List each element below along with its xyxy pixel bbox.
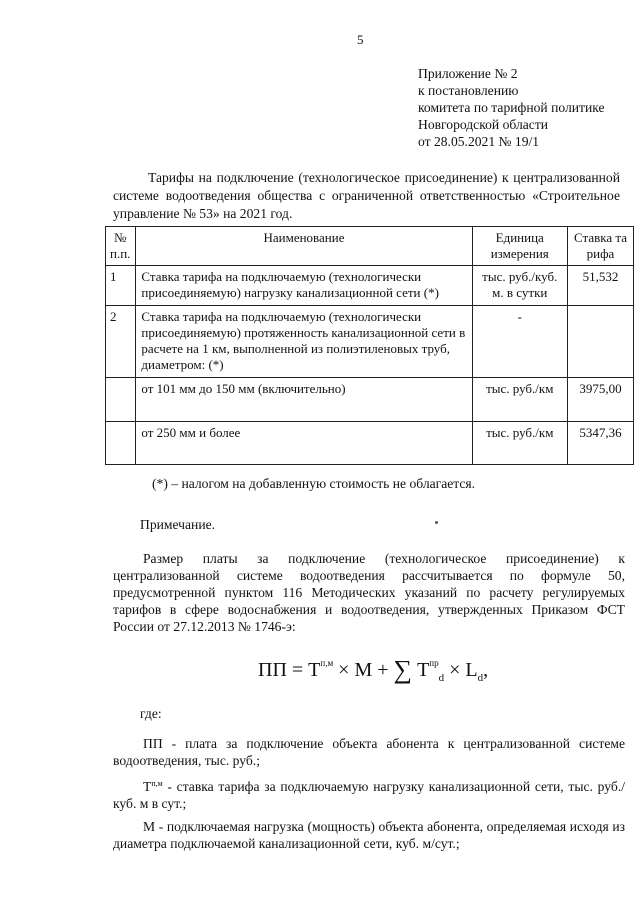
formula-lhs: ПП (258, 659, 287, 681)
definition-t-symbol: T (143, 779, 152, 794)
cell-unit: тыс. руб./км (472, 378, 567, 422)
formula-t2 (417, 658, 444, 684)
header-name: Наименование (136, 227, 472, 266)
cell-num: 2 (106, 306, 136, 378)
page-number: 5 (357, 32, 364, 47)
document-title: Тарифы на подключение (технологическое присоединение) к централизованной системе водоотведения общества с ограниченной ответственностью «Строительное управление № 53» на 2021 год. (113, 170, 620, 221)
table-row (106, 266, 634, 306)
formula-m: M (354, 659, 373, 681)
formula-t1-sup: п,м (320, 658, 334, 668)
cell-num (106, 378, 136, 422)
formula-l-sub: d (477, 672, 484, 684)
tariff-table (105, 226, 634, 465)
header-num: № п.п. (106, 227, 136, 266)
cell-name: Ставка тарифа на подключаемую (технологически присоединяемую) протяженность канализационной сети в расчете на 1 км, выполненной из полиэтиленовых труб, диаметром: (*) (136, 306, 472, 378)
formula-plus: + (377, 659, 394, 681)
cell-rate (567, 306, 633, 378)
definition-t (113, 775, 625, 812)
formula-comma: , (483, 659, 489, 681)
cell-unit: тыс. руб./км (472, 422, 567, 465)
formula-times-icon: × (338, 659, 355, 681)
table-header-row (106, 227, 634, 266)
fee-formula (258, 655, 488, 685)
header-rate: Ставка тарифа (567, 227, 633, 266)
cell-rate: 5347,36 (567, 422, 633, 465)
definition-t-text: - ставка тарифа за подключаемую нагрузку канализационной сети, тыс. руб./куб. м в сут.; (113, 779, 625, 811)
formula-times-icon: × (449, 659, 466, 681)
table-row (106, 306, 634, 378)
note-paragraph: Размер платы за подключение (технологическое присоединение) к централизованной системе водоотведения рассчитывается по формуле 50, предусмотренной пунктом 116 Методических указаний по расчету регулируемых тарифов в сфере водоснабжения и водоотведения, утвержденных Приказом ФСТ России от 27.12.2013 № 1746-э: (113, 551, 625, 634)
definition-t-sup: п,м (151, 779, 163, 788)
where-label: где: (140, 706, 162, 721)
appendix-block (418, 65, 605, 150)
formula-t2-sup: пр (429, 658, 439, 668)
cell-num (106, 422, 136, 465)
cell-num: 1 (106, 266, 136, 306)
cell-name: от 250 мм и более (136, 422, 472, 465)
formula-equals: = (291, 659, 309, 681)
appendix-line: Новгородской области (418, 117, 549, 132)
formula-t1: T (308, 659, 321, 681)
table-row (106, 422, 634, 465)
cell-unit: тыс. руб./куб. м. в сутки (472, 266, 567, 306)
formula-t2-sub: d (438, 672, 445, 684)
table-row (106, 378, 634, 422)
appendix-line: Приложение № 2 (418, 66, 518, 81)
appendix-line: от 28.05.2021 № 19/1 (418, 134, 540, 149)
scan-speck (435, 521, 438, 524)
appendix-line: к постановлению (418, 83, 519, 98)
formula-l: L (465, 659, 478, 681)
cell-name: от 101 мм до 150 мм (включительно) (136, 378, 472, 422)
formula-t2-base: T (417, 659, 430, 681)
definition-m: М - подключаемая нагрузка (мощность) объекта абонента, определяемая исходя из диаметра подключаемой канализационной сети, куб. м/сут.; (113, 819, 625, 851)
footnote: (*) – налогом на добавленную стоимость не облагается. (152, 476, 476, 491)
appendix-line: комитета по тарифной политике (418, 100, 605, 115)
header-unit: Единица измерения (472, 227, 567, 266)
cell-rate: 51,532 (567, 266, 633, 306)
cell-rate: 3975,00 (567, 378, 633, 422)
cell-name: Ставка тарифа на подключаемую (технологически присоединяемую) нагрузку канализационной сети (*) (136, 266, 472, 306)
sum-icon: ∑ (393, 655, 413, 684)
cell-unit: - (472, 306, 567, 378)
definition-pp: ПП - плата за подключение объекта абонента к централизованной системе водоотведения, тыс. руб.; (113, 736, 625, 768)
note-heading: Примечание. (140, 517, 216, 532)
